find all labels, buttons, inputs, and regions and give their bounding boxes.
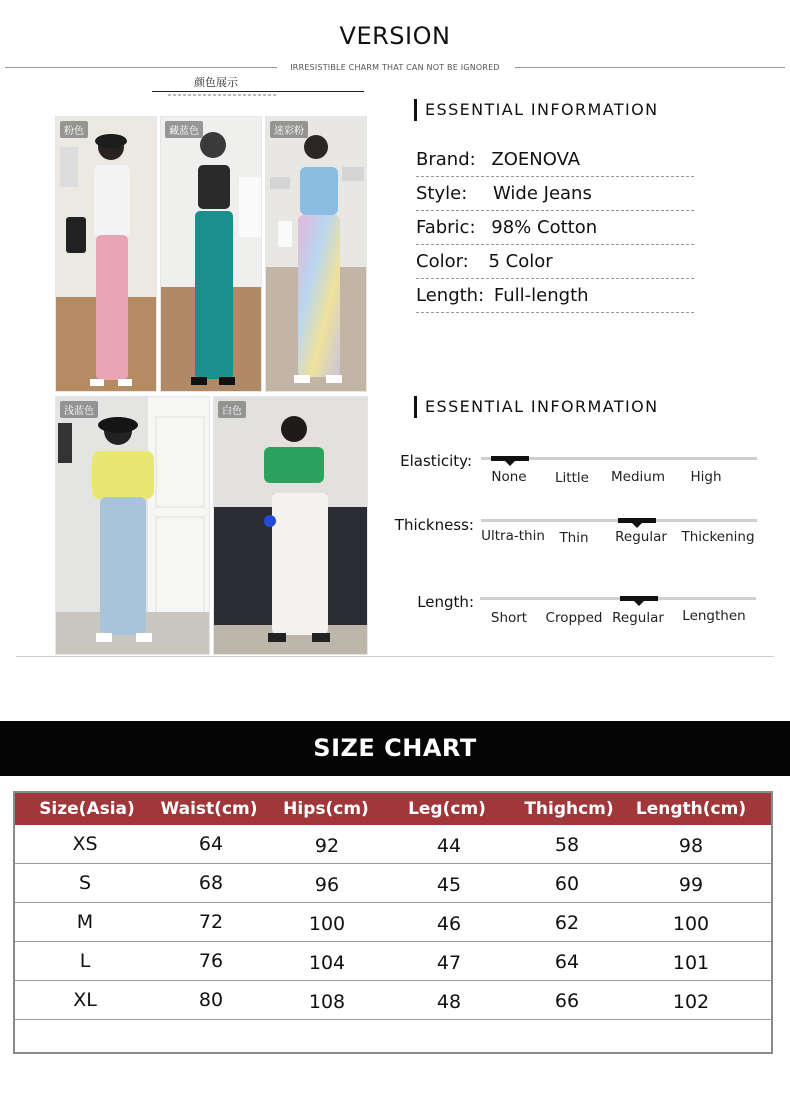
table-cell: XS [72,833,98,855]
info-row-style [416,177,694,211]
table-cell: 108 [308,991,346,1013]
table-cell: 68 [198,872,224,894]
table-cell: 72 [198,911,224,933]
column-header: Thighcm) [524,799,614,819]
length-option: Cropped [545,610,603,626]
page-title: VERSION [339,22,451,50]
info-value: 5 Color [488,251,553,272]
color-tag: 浅蓝色 [60,401,98,418]
length-option: Lengthen [682,608,746,624]
info-row-length [416,279,694,313]
thickness-marker [618,518,656,523]
table-cell: 104 [308,952,346,974]
table-cell: 99 [678,874,704,896]
table-row [15,903,771,942]
table-cell: 47 [436,952,462,974]
table-cell: 60 [554,873,580,895]
table-cell: XL [73,989,97,1011]
color-tag: 白色 [218,401,246,418]
color-display-label: 颜色展示 [194,76,238,89]
column-header: Waist(cm) [160,799,258,819]
table-cell: 100 [672,913,710,935]
table-cell: 44 [436,835,462,857]
color-display-rule [152,91,364,92]
table-row [15,864,771,903]
column-header: Length(cm) [635,799,747,819]
table-cell: 48 [436,991,462,1013]
info-heading: ESSENTIAL INFORMATION [414,99,659,121]
elasticity-marker [491,456,529,461]
info-key: Fabric: [416,217,476,238]
table-cell: 46 [436,913,462,935]
elasticity-option: None [491,469,527,485]
table-cell: 92 [314,835,340,857]
section-divider [16,656,774,657]
thickness-label: Thickness: [394,516,474,534]
length-label: Length: [417,593,474,611]
table-row-empty [15,1020,771,1052]
table-cell: 100 [308,913,346,935]
thickness-option: Thickening [681,529,755,545]
table-cell: 45 [436,874,462,896]
column-header: Leg(cm) [408,799,486,819]
info-row-fabric [416,211,694,245]
length-bar [480,597,756,600]
info-key: Color: [416,251,469,272]
table-row [15,981,771,1020]
table-cell: S [78,872,92,894]
thickness-option: Thin [559,530,589,546]
thickness-option: Ultra-thin [481,528,545,544]
color-display-deco [168,94,278,96]
product-photo-white[interactable] [213,396,368,655]
table-cell: 76 [198,950,224,972]
top-shape [94,165,130,237]
table-cell: 64 [198,833,224,855]
product-photo-pink[interactable] [55,116,157,392]
info-row-color [416,245,694,279]
length-option: Short [490,610,528,626]
info-key: Brand: [416,149,476,170]
table-header [15,793,771,825]
column-header: Hips(cm) [283,799,369,819]
info-value: Wide Jeans [493,183,592,204]
size-chart-banner: SIZE CHART [0,721,790,776]
color-tag: 藏蓝色 [165,121,203,138]
table-cell: 98 [678,835,704,857]
size-chart-table [13,791,773,1054]
color-tag: 迷彩粉 [270,121,308,138]
info-row-brand [416,143,694,177]
column-header: Size(Asia) [39,799,135,819]
table-cell: 64 [554,951,580,973]
table-cell: 62 [554,912,580,934]
elasticity-option: Little [555,470,589,486]
thickness-option: Regular [615,529,667,545]
color-tag: 粉色 [60,121,88,138]
elasticity-option: High [690,469,722,485]
table-row [15,942,771,981]
table-cell: M [76,911,94,933]
product-photo-teal[interactable] [160,116,262,392]
info-value: Full-length [493,285,589,306]
table-cell: 96 [314,874,340,896]
scales-heading: ESSENTIAL INFORMATION [414,396,659,418]
length-marker [620,596,658,601]
table-cell: L [79,950,91,972]
elasticity-option: Medium [611,469,665,485]
info-value: ZOENOVA [491,149,581,170]
elasticity-label: Elasticity: [400,452,472,470]
length-option: Regular [612,610,664,626]
table-cell: 58 [554,834,580,856]
table-cell: 66 [554,990,580,1012]
product-photo-lightblue[interactable] [55,396,210,655]
table-cell: 101 [672,952,710,974]
table-cell: 80 [198,989,224,1011]
info-key: Style: [416,183,468,204]
product-photo-tiedye[interactable] [265,116,367,392]
table-row [15,825,771,864]
info-key: Length: [416,285,485,306]
table-cell: 102 [672,991,710,1013]
info-value: 98% Cotton [491,217,598,238]
page-subtitle: IRRESISTIBLE CHARM THAT CAN NOT BE IGNORED [290,63,500,72]
